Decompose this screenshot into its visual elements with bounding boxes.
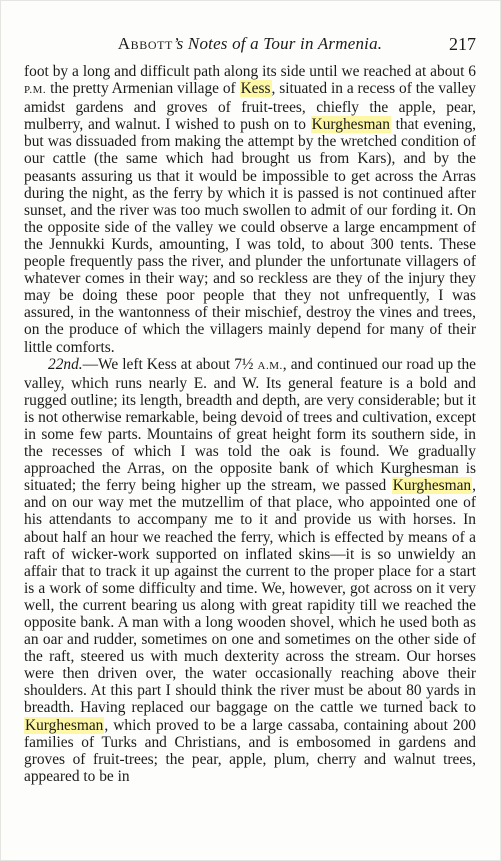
search-highlight-kess: Kess bbox=[240, 80, 271, 98]
text-run: , and on our way met the mutzellim of that place, who appointed one of his attendants to accompany me to it and provide us with horses. In about half an hour we reached the ferry, which is effected by means of a raft of wicker-work supported on inflated skins—it is so unwieldy an affair that to track it up against the current to the proper place for a start is a work of some difficulty and time. We, however, got across on it very well, the current bearing us along with great rapidity till we reached the opposite bank. A man with a long wooden shovel, which he used both as an oar and rudder, sometimes on one and sometimes on the other side of the raft, steered us with much dexterity across the stream. Our horses were then driven over, the water occasionally reaching above their shoulders. At this part I should think the river must be about 80 yards in breadth. Having replaced our baggage on the cattle we turned back to bbox=[24, 477, 476, 717]
text-run: , and continued our road up the valley, which runs nearly E. and W. Its general feature is a bold and rugged outline; its length, breadth and depth, are very considerable; but it is not otherwise remarkable, being devoid of trees and cultivation, except in some few parts. Mountains of great height form its southern side, in the recesses of which I was told the oak is found. We gradually approached the Arras, on the opposite bank of which Kurghesman is situated; the ferry being higher up the stream, we passed bbox=[24, 355, 477, 495]
running-title-author: Abbott bbox=[117, 34, 173, 53]
running-title-rest: ’s Notes of a Tour in Armenia. bbox=[172, 34, 383, 53]
body-text bbox=[24, 63, 476, 785]
text-run: , situated in a recess of the valley amidst gardens and groves of fruit-trees, chiefly the apple, pear, mulberry, and walnut. I wished to push on to bbox=[24, 80, 476, 134]
paragraph bbox=[24, 63, 476, 356]
search-highlight-kurghesman: Kurghesman bbox=[25, 716, 104, 734]
text-run: , which proved to be a large cassaba, containing about 200 families of Turks and Christians, and is embosomed in gardens and groves of fruit-trees; the pear, apple, plum, cherry and walnut trees, appeared to be in bbox=[24, 716, 476, 785]
text-run: —We left Kess at about 7½ bbox=[82, 355, 258, 373]
text-run: that evening, but was dissuaded from making the attempt by the wretched condition of our cattle (the same which had brought us from Kars), and by the peasants assuring us that it would be impossible to get across the Arras during the night, as the ferry by which it is passed is not continued after sunset, and the river was too much swollen to admit of our fording it. On the opposite side of the valley we could observe a large encampment of the Jennukki Kurds, amounting, I was told, to about 300 tents. These people frequently pass the river, and plunder the unfortunate villagers of whatever comes in their way; and so reckless are they of the injury they may be doing these poor people that they not unfrequently, I was assured, in the wantonness of their mischief, destroy the vines and trees, on the produce of which the villagers mainly depend for many of their little comforts. bbox=[24, 116, 476, 356]
page-number: 217 bbox=[449, 34, 476, 54]
time-abbrev: A.M. bbox=[257, 359, 283, 372]
running-title bbox=[24, 34, 476, 54]
running-head bbox=[24, 34, 476, 58]
text-run: foot by a long and difficult path along its side until we reached at about 6 bbox=[24, 63, 476, 80]
time-abbrev: P.M. bbox=[24, 84, 47, 97]
search-highlight-kurghesman: Kurghesman bbox=[311, 116, 390, 134]
text-run: the pretty Armenian village of bbox=[46, 80, 240, 98]
paragraph bbox=[24, 356, 476, 785]
date-heading: 22nd. bbox=[48, 355, 83, 373]
search-highlight-kurghesman: Kurghesman bbox=[392, 477, 472, 495]
